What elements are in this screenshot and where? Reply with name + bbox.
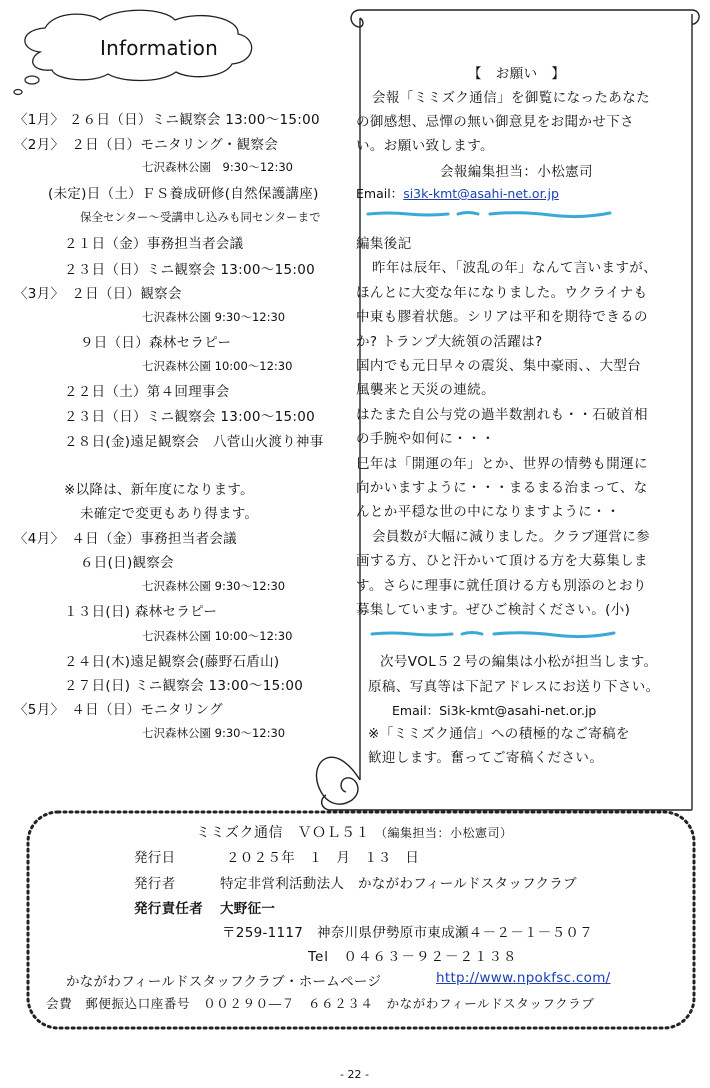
info-title: Information <box>100 36 218 60</box>
schedule-row: ２３日（日）ミニ観察会 13:00～15:00 <box>64 409 316 425</box>
email-label: Email： <box>356 186 404 201</box>
schedule-row: １３日(日) 森林セラピー <box>64 604 218 620</box>
schedule-venue: 七沢森林公園 10:00～12:30 <box>142 359 293 373</box>
postscript-line: か? トランプ大統領の活躍は? <box>356 334 543 350</box>
schedule-row: 〈5月〉 ４日（日）モニタリング <box>14 702 223 718</box>
schedule-row: ９日（日）森林セラピー <box>80 335 232 351</box>
publisher: 特定非営利活動法人 かながわフィールドスタッフクラブ <box>220 876 577 892</box>
schedule-venue: 七沢森林公園 9:30～12:30 <box>142 579 286 593</box>
schedule-venue: 七沢森林公園 10:00～12:30 <box>142 629 293 643</box>
schedule-venue: 七沢森林公園 9:30～12:30 <box>142 310 286 324</box>
postscript-line: す。さらに理事に就任頂ける方も別添のとおり <box>356 578 647 594</box>
schedule-venue: 七沢森林公園 9:30～12:30 <box>142 160 293 174</box>
schedule-venue: 七沢森林公園 9:30～12:30 <box>142 726 286 740</box>
homepage-label: かながわフィールドスタッフクラブ・ホームページ <box>66 974 382 990</box>
colophon-editor: （編集担当：小松憲司） <box>374 826 513 840</box>
schedule-row: 〈3月〉 ２日（日）観察会 <box>14 286 182 302</box>
responsible: 大野征一 <box>220 901 276 917</box>
schedule-note: ※以降は、新年度になります。 <box>64 482 254 498</box>
postscript-line: 中東も膠着状態。シリアは平和を期待できるの <box>356 309 648 325</box>
postscript-line: んとか平穏な世の中になりますように・・ <box>356 504 621 520</box>
schedule-row: ２７日(日) ミニ観察会 13:00～15:00 <box>64 678 304 694</box>
schedule-row: ２４日(木)遠足観察会(藤野石盾山) <box>64 654 280 670</box>
membership-fee: 会費 郵便振込口座番号 ００２９０―７ ６６２３４ かながわフィールドスタッフクラブ <box>46 996 595 1011</box>
postscript-line: 向かいますように・・・まるまる治まって、な <box>356 480 648 496</box>
schedule-note: 未確定で変更もあり得ます。 <box>80 506 259 522</box>
next-issue-line: ※「ミミズク通信」への積極的なご寄稿を <box>368 726 630 742</box>
postscript-heading: 編集後記 <box>356 236 412 252</box>
squiggle-divider <box>372 633 614 637</box>
schedule-row: 〈2月〉 ２日（日）モニタリング・観察会 <box>14 137 279 153</box>
newsletter-volume: ミミズク通信 ＶＯＬ５１ <box>196 825 370 841</box>
postscript-line: 風襲来と天災の連続。 <box>356 382 495 398</box>
postscript-line: ほんとに大変な年になりました。ウクライナも <box>356 285 648 301</box>
notice-line: の御感想、忌憚の無い御意見をお聞かせ下さ <box>356 114 634 130</box>
postscript-line: 募集しています。ぜひご検討ください。(小) <box>356 602 631 618</box>
telephone: Tel ０４６３－９２－２１３８ <box>308 949 518 965</box>
notice-editor: 会報編集担当：小松憲司 <box>440 164 593 180</box>
next-issue-line: 歓迎します。奮ってご寄稿ください。 <box>368 750 604 766</box>
schedule-row: ２８日(金)遠足観察会 八菅山火渡り神事 <box>64 434 324 450</box>
postscript-line: 国内でも元日早々の震災、集中豪雨、、大型台 <box>356 358 642 374</box>
postscript-line: はたまた自公与党の過半数割れも・・石破首相 <box>356 407 648 423</box>
schedule-row: (未定)日（土）ＦＳ養成研修(自然保護講座) <box>48 186 319 202</box>
schedule-row: ２３日（日）ミニ観察会 13:00～15:00 <box>64 262 316 278</box>
responsible-label: 発行責任者 <box>134 901 203 917</box>
schedule-row: ６日(日)観察会 <box>80 555 174 571</box>
next-issue-line: 次号VOL５２号の編集は小松が担当します。 <box>380 654 658 670</box>
notice-heading: 【 お願い 】 <box>468 66 566 82</box>
schedule-row: 〈4月〉 ４日（金）事務担当者会議 <box>14 531 237 547</box>
postscript-line: 会員数が大幅に減りました。クラブ運営に参 <box>372 529 650 545</box>
issue-date: ２０２５年 １ 月 １３ 日 <box>226 850 420 866</box>
issue-date-label: 発行日 <box>134 850 176 866</box>
next-issue-email: Email：Si3k-kmt@asahi-net.or.jp <box>392 703 597 718</box>
schedule-note: 保全センター～受講申し込みも同センターまで <box>80 210 321 224</box>
postscript-line: 巳年は「開運の年」とか、世界の情勢も開運に <box>356 456 648 472</box>
postscript-line: 画する方、ひと汗かいて頂ける方を大募集しま <box>356 553 648 569</box>
publisher-label: 発行者 <box>134 876 176 892</box>
squiggle-divider <box>368 213 610 217</box>
notice-line: 会報「ミミズク通信」を御覧になったあなた <box>372 90 650 106</box>
schedule-row: ２１日（金）事務担当者会議 <box>64 236 244 252</box>
colophon-title <box>196 822 512 842</box>
notice-line: い。お願い致します。 <box>356 138 494 154</box>
postscript-line: 昨年は辰年、「波乱の年」なんて言いますが、 <box>372 260 658 276</box>
postscript-line: の手腕や如何に・・・ <box>356 431 495 447</box>
email-link[interactable]: si3k-kmt@asahi-net.or.jp <box>403 186 559 201</box>
schedule-row: 〈1月〉 ２６日（日）ミニ観察会 13:00～15:00 <box>14 112 320 128</box>
homepage-link[interactable]: http://www.npokfsc.com/ <box>436 970 611 986</box>
notice-email <box>356 184 559 202</box>
address: 〒259-1117 神奈川県伊勢原市東成瀬４－２－１－５０７ <box>222 925 593 941</box>
schedule-row: ２２日（土）第４回理事会 <box>64 384 230 400</box>
page-number: - 22 - <box>340 1068 369 1081</box>
next-issue-line: 原稿、写真等は下記アドレスにお送り下さい。 <box>368 679 660 695</box>
